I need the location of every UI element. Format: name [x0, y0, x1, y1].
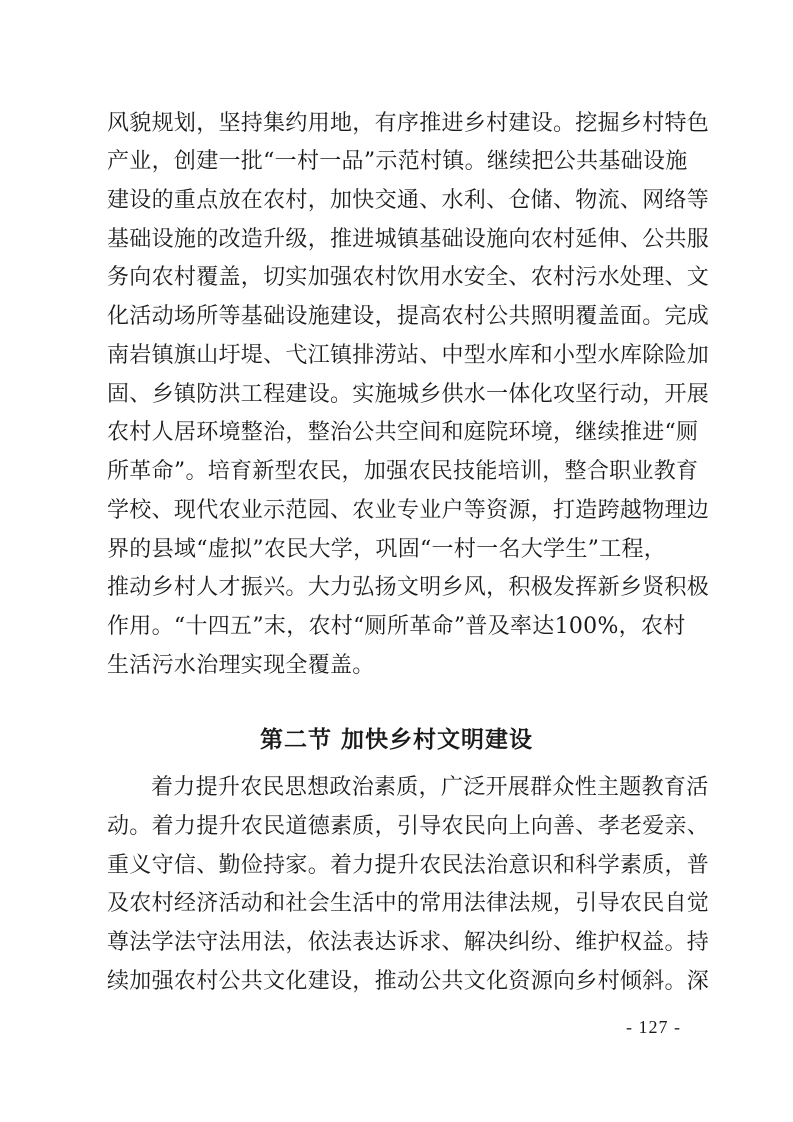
text-line: 着力提升农民思想政治素质，广泛开展群众性主题教育活 — [151, 775, 709, 800]
text-line: 作用。“十四五”末，农村“厕所革命”普及率达100%，农村 — [107, 614, 686, 639]
text-line: 尊法学法守法用法，依法表达诉求、解决纠纷、维护权益。持 — [107, 930, 710, 955]
text-line: 建设的重点放在农村，加快交通、水利、仓储、物流、网络等 — [107, 188, 710, 213]
text-line: 产业，创建一批“一村一品”示范村镇。继续把公共基础设施 — [107, 149, 688, 174]
text-line: 所革命”。培育新型农民，加强农民技能培训，整合职业教育 — [107, 459, 699, 484]
text-line: 及农村经济活动和社会生活中的常用法律法规，引导农民自觉 — [107, 891, 710, 916]
text-line: 界的县域“虚拟”农民大学，巩固“一村一名大学生”工程， — [107, 537, 667, 562]
text-line: 生活污水治理实现全覆盖。 — [107, 653, 375, 678]
text-line: 动。着力提升农民道德素质，引导农民向上向善、孝老爱亲、 — [107, 814, 710, 839]
text-line: 基础设施的改造升级，推进城镇基础设施向农村延伸、公共服 — [107, 227, 710, 252]
text-line: 推动乡村人才振兴。大力弘扬文明乡风，积极发挥新乡贤积极 — [107, 575, 710, 600]
text-line: 固、乡镇防洪工程建设。实施城乡供水一体化攻坚行动，开展 — [107, 382, 710, 407]
text-line: 南岩镇旗山圩堤、弋江镇排涝站、中型水库和小型水库除险加 — [107, 343, 710, 368]
section-heading: 第二节 加快乡村文明建设 — [259, 727, 533, 753]
page-number: - 127 - — [626, 1017, 681, 1037]
text-line: 续加强农村公共文化建设，推动公共文化资源向乡村倾斜。深 — [107, 969, 710, 994]
text-line: 重义守信、勤俭持家。着力提升农民法治意识和科学素质，普 — [107, 853, 710, 878]
text-line: 化活动场所等基础设施建设，提高农村公共照明覆盖面。完成 — [107, 304, 710, 329]
text-line: 农村人居环境整治，整治公共空间和庭院环境，继续推进“厕 — [107, 420, 699, 445]
text-line: 学校、现代农业示范园、农业专业户等资源，打造跨越物理边 — [107, 498, 710, 523]
text-line: 务向农村覆盖，切实加强农村饮用水安全、农村污水处理、文 — [107, 265, 710, 290]
text-line: 风貌规划，坚持集约用地，有序推进乡村建设。挖掘乡村特色 — [107, 111, 710, 136]
